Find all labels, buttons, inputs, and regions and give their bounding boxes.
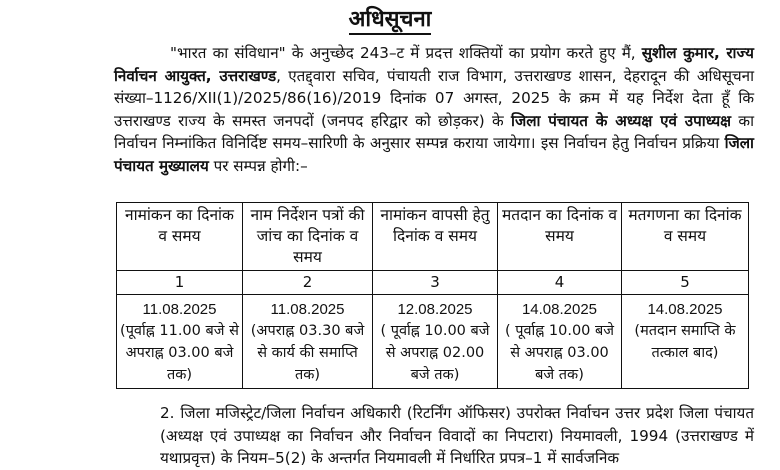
paragraph-2 [114,402,754,470]
table-header-row [117,203,749,271]
election-posts: जिला पंचायत के अध्यक्ष एवं उपाध्यक्ष [511,111,732,130]
header-cell: नाम निर्देशन पत्रों की जांच का दिनांक व समय [243,203,373,271]
table-number-row [117,271,749,295]
paragraph-1 [114,42,754,177]
title-text: अधिसूचना [349,7,432,35]
schedule-cell [243,295,373,389]
column-number: 5 [622,271,749,295]
para1-text-4: पर सम्पन्न होगी:– [208,156,308,175]
schedule-cell [498,295,622,389]
para2-text: 2. जिला मजिस्ट्रेट/जिला निर्वाचन अधिकारी (रिटर्निंग ऑफिसर) उपरोक्त निर्वाचन उत्तर प्रदेश जिला पंचायत (अध्यक्ष एवं उपाध्यक्ष का निर्वाचन और निर्वाचन विवादों का निपटारा) नियमावली, 1994 (उत्तराखण्ड में यथाप्रवृत्त) के नियम–5(2) के अन्तर्गत नियमावली में निर्धारित प्रपत्र–1 में सार्वजनिक [160,404,754,467]
para1-text-3: का निर्वाचन निम्नांकित विनिर्दिष्ट समय–सारिणी के अनुसार सम्पन्न कराया जायेगा। इस निर्वाचन हेतु निर्वाचन प्रक्रिया [114,111,755,152]
cell-time: (पूर्वाह्न 11.00 बजे से अपराह्न 03.00 बजे तक) [120,323,239,383]
commissioner-name: सुशील कुमार, राज्य निर्वाचन आयुक्त, उत्तराखण्ड [114,44,754,85]
para1-text-2: , एतद्द्वारा सचिव, पंचायती राज विभाग, उत्तराखण्ड शासन, देहरादून की अधिसूचना संख्या–1126/XII(1)/2025/86(16)/2019 दिनांक 07 अगस्त, 2025 के क्रम में यह निर्देश देता हूँ कि उत्तराखण्ड राज्य के समस्त जनपदों (जनपद हरिद्वार को छोड़कर) के [114,66,755,130]
cell-date: 14.08.2025 [521,301,598,318]
schedule-table [116,202,749,389]
column-number: 3 [373,271,498,295]
table-data-row [117,295,749,389]
schedule-cell [117,295,243,389]
document-title [0,6,780,34]
header-cell: मतगणना का दिनांक व समय [622,203,749,271]
cell-date: 11.08.2025 [270,301,345,318]
column-number: 1 [117,271,243,295]
cell-time: (अपराह्न 03.30 बजे से कार्य की समाप्ति तक) [250,323,365,383]
schedule-cell [622,295,749,389]
header-cell: नामांकन वापसी हेतु दिनांक व समय [373,203,498,271]
header-cell: नामांकन का दिनांक व समय [117,203,243,271]
column-number: 2 [243,271,373,295]
schedule-cell [373,295,498,389]
header-cell: मतदान का दिनांक व समय [498,203,622,271]
column-number: 4 [498,271,622,295]
para1-text-1: "भारत का संविधान" के अनुच्छेद 243–ट में प्रदत्त शक्तियों का प्रयोग करते हुए मैं, [170,44,642,62]
cell-date: 11.08.2025 [142,301,217,318]
cell-date: 12.08.2025 [397,301,473,318]
cell-date: 14.08.2025 [647,301,723,318]
cell-time: ( पूर्वाह्न 10.00 बजे से अपराह्न 03.00 बजे तक) [504,323,615,383]
cell-time: ( पूर्वाह्न 10.00 बजे से अपराह्न 02.00 बजे तक) [380,323,490,383]
cell-time: (मतदान समाप्ति के तत्काल बाद) [634,323,736,361]
election-venue: जिला पंचायत मुख्यालय [114,134,754,175]
